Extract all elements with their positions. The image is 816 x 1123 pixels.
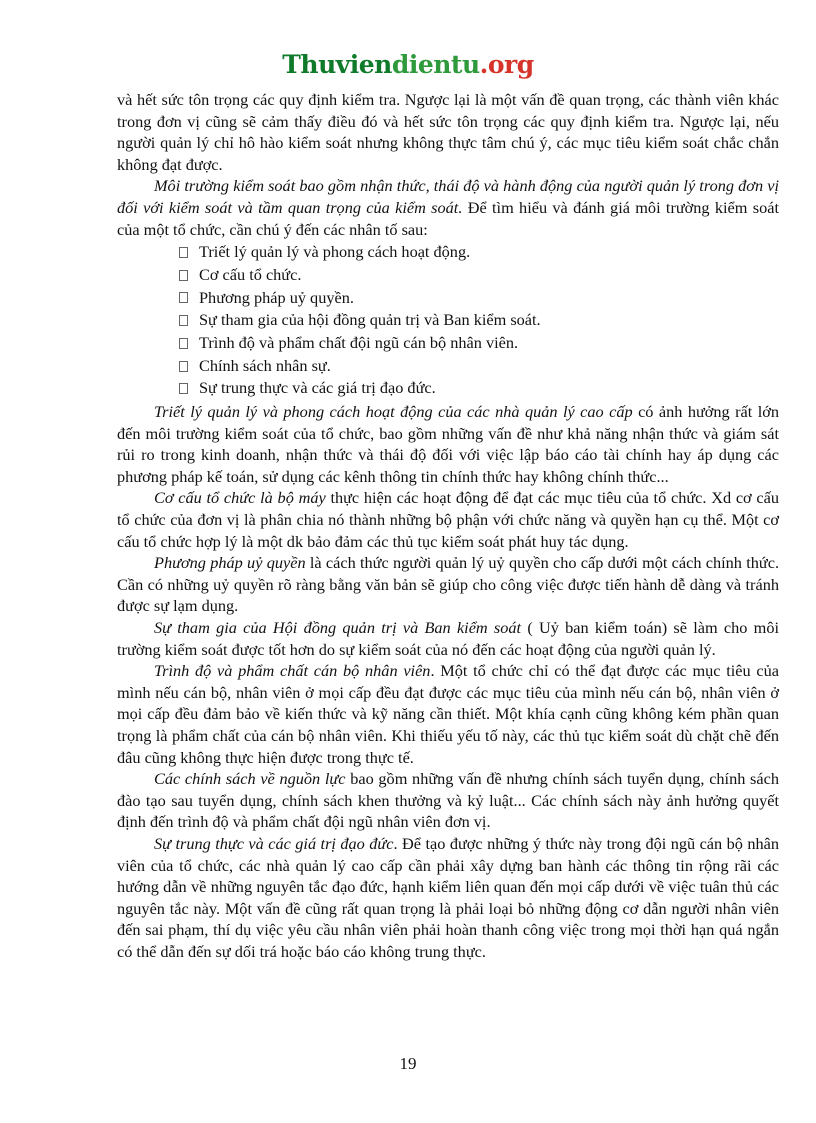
list-item-label: Trình độ và phẩm chất đội ngũ cán bộ nhân viên. bbox=[199, 332, 519, 352]
logo-text-part2: dientu bbox=[391, 50, 480, 79]
paragraph-lead-italic: Các chính sách về nguồn lực bbox=[154, 769, 346, 789]
paragraph-resource-policies bbox=[117, 768, 779, 833]
paragraph-text: có ảnh hưởng rất lớn đến môi trường kiểm soát của tổ chức, bao gồm những vấn đề như khả năng nhận thức và giám sát rủi ro trong kinh doanh, nhận thức và thái độ đối với việc lập báo cáo tài chính hay áp dụng các phương pháp kế toán, sử dụng các kênh thông tin chính thức hay không chính thức... bbox=[117, 402, 780, 486]
paragraph-text: bao gồm những vấn đề nhưng chính sách tuyển dụng, chính sách đào tạo sau tuyển dụng, chính sách khen thưởng và kỷ luật... Các chính sách này ảnh hưởng quyết định đến trình độ và phẩm chất đội ngũ nhân viên đơn vị. bbox=[117, 769, 779, 832]
paragraph-staff-competence bbox=[117, 660, 779, 768]
paragraph-lead-italic: Sự tham gia của Hội đồng quản trị và Ban kiểm soát bbox=[154, 618, 522, 638]
logo-text-part3: .org bbox=[479, 50, 534, 79]
document-body bbox=[117, 89, 779, 963]
list-item-label: Sự trung thực và các giá trị đạo đức. bbox=[199, 378, 436, 398]
list-item bbox=[179, 355, 779, 378]
list-item bbox=[179, 287, 779, 310]
checkbox-bullet-icon bbox=[179, 315, 188, 326]
list-item-label: Chính sách nhân sự. bbox=[199, 355, 331, 375]
site-logo[interactable] bbox=[0, 50, 816, 79]
checkbox-bullet-icon bbox=[179, 338, 188, 349]
list-item-label: Sự tham gia của hội đồng quản trị và Ban kiểm soát. bbox=[199, 310, 541, 330]
paragraph-intro: và hết sức tôn trọng các quy định kiểm tra. Ngược lại là một vấn đề quan trọng, các thành viên khác trong đơn vị cũng sẽ cảm thấy điều đó và hết sức tôn trọng các quy định kiểm tra. Ngược lại, nếu người quản lý chỉ hô hào kiểm soát nhưng không thực tâm chú ý, các mục tiêu kiểm soát chắc chắn không đạt được. bbox=[117, 90, 779, 174]
list-item bbox=[179, 241, 779, 264]
paragraph-integrity-ethics bbox=[117, 833, 779, 963]
paragraph-control-environment bbox=[117, 175, 779, 240]
checkbox-bullet-icon bbox=[179, 292, 188, 303]
paragraph-lead-italic: Phương pháp uỷ quyền bbox=[154, 553, 306, 573]
checkbox-bullet-icon bbox=[179, 247, 188, 258]
list-item-label: Phương pháp uỷ quyền. bbox=[199, 287, 354, 307]
factor-list bbox=[117, 241, 779, 400]
paragraph-lead-italic: Sự trung thực và các giá trị đạo đức bbox=[154, 833, 394, 853]
paragraph-lead-italic: Môi trường kiểm soát bao gồm nhận thức, thái độ và hành động của người quản lý trong đơn vị đối với kiểm soát và tầm quan trọng của kiểm soát. bbox=[117, 176, 779, 217]
list-item bbox=[179, 332, 779, 355]
list-item bbox=[179, 309, 779, 332]
paragraph-delegation bbox=[117, 552, 779, 617]
paragraph-text: ( Uỷ ban kiểm toán) sẽ làm cho môi trường kiểm soát được tốt hơn do sự kiểm soát của nó đến các hoạt động của người quản lý. bbox=[117, 618, 779, 659]
page-number: 19 bbox=[399, 1054, 417, 1073]
paragraph-management-philosophy bbox=[117, 401, 779, 487]
list-item bbox=[179, 264, 779, 287]
list-item-label: Cơ cấu tổ chức. bbox=[199, 264, 302, 284]
paragraph-text: là cách thức người quản lý uỷ quyền cho cấp dưới một cách chính thức. Cần có những uỷ quyền rõ ràng bằng văn bản sẽ giúp cho công việc được tiến hành dễ dàng và tránh được sự lạm dụng. bbox=[117, 553, 780, 616]
paragraph-text: thực hiện các hoạt động để đạt các mục tiêu của tổ chức. Xd cơ cấu tổ chức của đơn vị là phân chia nó thành những bộ phận với chức năng và quyền hạn cụ thể. Một cơ cấu tổ chức hợp lý là một dk bảo đảm các thủ tục kiểm soát phát huy tác dụng. bbox=[117, 488, 779, 551]
logo-text-part1: Thuvien bbox=[282, 50, 392, 79]
list-item-label: Triết lý quản lý và phong cách hoạt động. bbox=[199, 242, 471, 262]
paragraph-lead-italic: Triết lý quản lý và phong cách hoạt động của các nhà quản lý cao cấp bbox=[154, 402, 633, 422]
checkbox-bullet-icon bbox=[179, 383, 188, 394]
paragraph-board-participation bbox=[117, 617, 779, 660]
paragraph-organization-structure bbox=[117, 487, 779, 552]
checkbox-bullet-icon bbox=[179, 270, 188, 281]
paragraph-text: . Một tổ chức chỉ có thể đạt được các mục tiêu của mình nếu cán bộ, nhân viên ở mọi cấp đều đạt được các mục tiêu của mình nếu cán bộ, nhân viên ở mọi cấp đều đảm bảo về kiến thức và kỹ năng cần thiết. Một khía cạnh cũng không kém phần quan trọng là phẩm chất của cán bộ nhân viên. Khi thiếu yếu tố này, các thủ tục kiểm soát dù chặt chẽ đến đâu cũng không thực hiện được trong thực tế. bbox=[117, 661, 779, 767]
paragraph-lead-italic: Trình độ và phẩm chất cán bộ nhân viên bbox=[154, 661, 431, 681]
checkbox-bullet-icon bbox=[179, 361, 188, 372]
paragraph-text: . Để tạo được những ý thức này trong đội ngũ cán bộ nhân viên của tổ chức, các nhà quản lý cao cấp cần phải xây dựng ban hành các thông tin rộng rãi các hướng dẫn về những nguyên tắc đạo đức, hạnh kiểm liên quan đến mọi cấp dưới về việc tuân thủ các nguyên tắc này. Một vấn đề cũng rất quan trọng là phải loại bỏ những động cơ dẫn người nhân viên đến sai phạm, thí dụ việc yêu cầu nhân viên phải hoàn thanh công việc trong mọi thời hạn quá ngắn có thể dẫn đến sự dối trá hoặc báo cáo không trung thực. bbox=[117, 833, 780, 961]
paragraph-text: Để tìm hiểu và đánh giá môi trường kiểm soát của một tổ chức, cần chú ý đến các nhân tố sau: bbox=[117, 197, 779, 239]
paragraph-lead-italic: Cơ cấu tổ chức là bộ máy bbox=[154, 488, 326, 508]
list-item bbox=[179, 377, 779, 400]
